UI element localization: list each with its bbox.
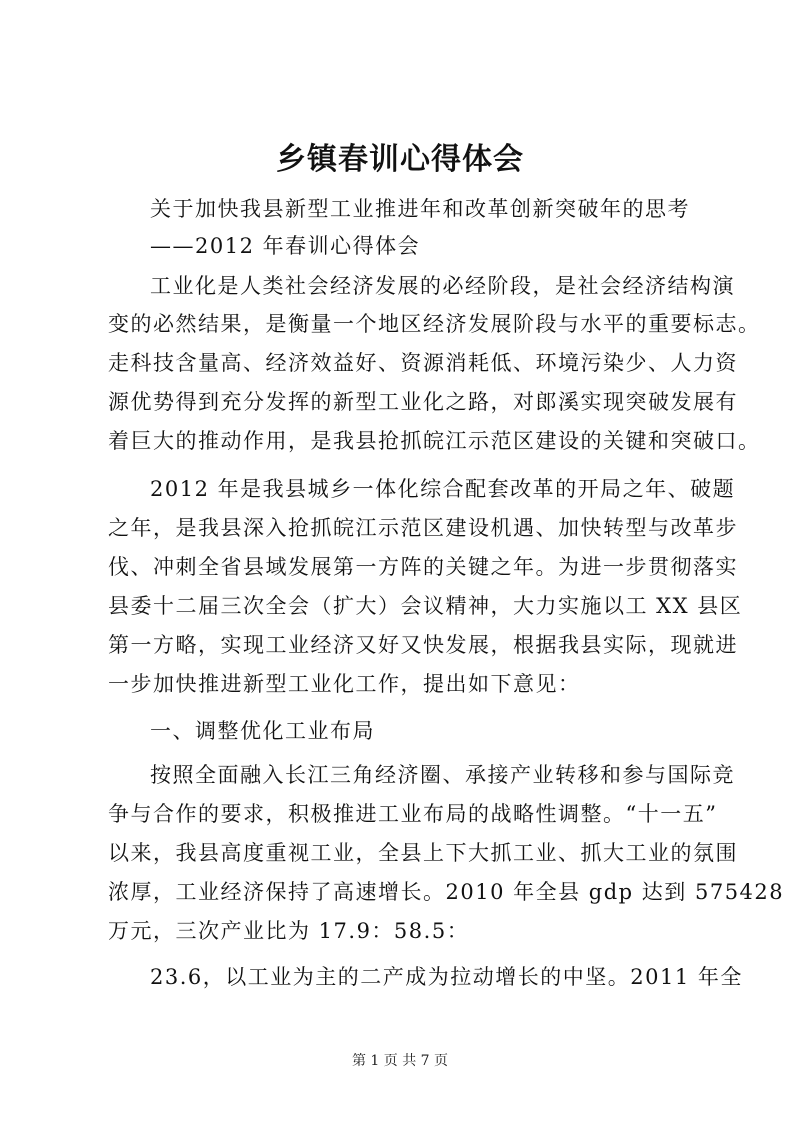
body-line: 县委十二届三次全会（扩大）会议精神，大力实施以工 XX 县区 — [108, 594, 743, 618]
body-line: 源优势得到充分发挥的新型工业化之路，对郎溪实现突破发展有 — [108, 390, 738, 414]
body-line: 着巨大的推动作用，是我县抢抓皖江示范区建设的关键和突破口。 — [108, 429, 761, 453]
body-line: 争与合作的要求，积极推进工业布局的战略性调整。“十一五” — [108, 802, 718, 826]
body-line: 浓厚，工业经济保持了高速增长。2010 年全县 gdp 达到 575428 — [108, 880, 785, 904]
document-title: 乡镇春训心得体会 — [276, 142, 524, 177]
body-line: 工业化是人类社会经济发展的必经阶段，是社会经济结构演 — [150, 274, 735, 298]
body-line: 2012 年是我县城乡一体化综合配套改革的开局之年、破题 — [150, 477, 736, 501]
body-line: 第一方略，实现工业经济又好又快发展，根据我县实际，现就进 — [108, 633, 738, 657]
body-line: 以来，我县高度重视工业，全县上下大抓工业、抓大工业的氛围 — [108, 841, 738, 865]
body-line: 走科技含量高、经济效益好、资源消耗低、环境污染少、人力资 — [108, 351, 738, 375]
body-line: 按照全面融入长江三角经济圈、承接产业转移和参与国际竞 — [150, 763, 735, 787]
subtitle-line: 关于加快我县新型工业推进年和改革创新突破年的思考 — [150, 197, 690, 221]
body-line: 之年，是我县深入抢抓皖江示范区建设机遇、加快转型与改革步 — [108, 516, 738, 540]
body-line: 变的必然结果，是衡量一个地区经济发展阶段与水平的重要标志。 — [108, 312, 761, 336]
body-line: 一步加快推进新型工业化工作，提出如下意见： — [108, 672, 581, 696]
subtitle-dash-line: ——2012 年春训心得体会 — [150, 234, 421, 258]
body-line: 万元，三次产业比为 17.9：58.5： — [108, 919, 470, 943]
body-line: 伐、冲刺全省县域发展第一方阵的关键之年。为进一步贯彻落实 — [108, 555, 738, 579]
body-line: 23.6，以工业为主的二产成为拉动增长的中坚。2011 年全 — [150, 965, 743, 989]
page-number: 第 1 页 共 7 页 — [351, 1053, 449, 1069]
section-heading: 一、调整优化工业布局 — [150, 719, 375, 743]
